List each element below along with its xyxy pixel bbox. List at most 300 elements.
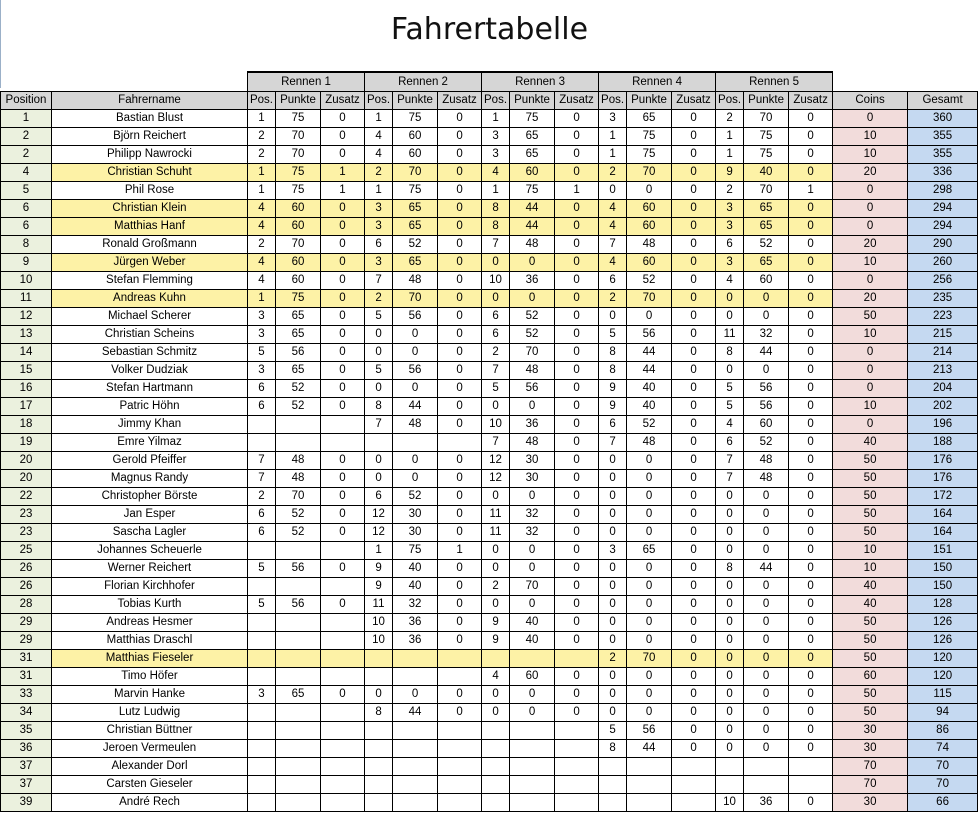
col-header-punkte: Punkte [510,92,555,110]
cell-race5-pos: 4 [716,416,744,434]
cell-race2-pos [365,794,393,812]
col-header-zusatz: Zusatz [321,92,365,110]
cell-race5-zusatz: 0 [789,398,833,416]
table-row [1,218,978,236]
cell-race4-zusatz: 0 [672,722,716,740]
cell-race5-pos: 0 [716,632,744,650]
cell-race1-punkte [276,740,321,758]
cell-race2-pos [365,722,393,740]
cell-race2-pos: 1 [365,182,393,200]
cell-race3-zusatz: 0 [555,470,599,488]
cell-race5-zusatz: 0 [789,434,833,452]
table-row [1,650,978,668]
cell-race1-pos: 2 [248,128,276,146]
cell-race5-zusatz: 0 [789,668,833,686]
cell-race2-punkte [393,794,438,812]
cell-race1-zusatz [321,416,365,434]
cell-race3-punkte: 70 [510,344,555,362]
cell-gesamt: 213 [908,362,978,380]
cell-race1-pos: 3 [248,686,276,704]
cell-driver-name: Matthias Draschl [52,632,248,650]
col-header-punkte: Punkte [393,92,438,110]
cell-race3-zusatz [555,758,599,776]
cell-position: 37 [1,776,52,794]
table-row [1,758,978,776]
cell-race4-zusatz [672,794,716,812]
cell-race1-zusatz: 0 [321,272,365,290]
cell-race2-pos: 10 [365,632,393,650]
table-row [1,110,978,128]
cell-race2-pos: 6 [365,488,393,506]
cell-race3-zusatz [555,650,599,668]
cell-race3-pos: 0 [482,542,510,560]
table-row [1,596,978,614]
cell-position: 29 [1,632,52,650]
cell-position: 14 [1,344,52,362]
col-header-zusatz: Zusatz [789,92,833,110]
cell-coins: 60 [833,668,908,686]
cell-race3-pos: 6 [482,326,510,344]
cell-race1-pos: 3 [248,326,276,344]
cell-race2-punkte: 0 [393,452,438,470]
cell-race3-zusatz: 0 [555,290,599,308]
cell-race4-pos: 6 [599,416,627,434]
cell-race5-punkte: 0 [744,506,789,524]
cell-race2-punkte: 0 [393,326,438,344]
cell-race2-pos: 7 [365,272,393,290]
cell-gesamt: 70 [908,776,978,794]
cell-race1-zusatz: 0 [321,344,365,362]
cell-race4-zusatz: 0 [672,326,716,344]
table-row [1,740,978,758]
cell-race1-punkte: 56 [276,596,321,614]
cell-race4-zusatz: 0 [672,704,716,722]
cell-race5-pos: 2 [716,182,744,200]
cell-race4-zusatz: 0 [672,164,716,182]
cell-race5-pos: 0 [716,704,744,722]
cell-race1-punkte [276,578,321,596]
cell-race4-zusatz: 0 [672,488,716,506]
driver-table [0,71,978,812]
cell-race4-punkte [627,776,672,794]
cell-race4-zusatz: 0 [672,416,716,434]
cell-race5-zusatz: 0 [789,200,833,218]
cell-race5-punkte: 0 [744,524,789,542]
cell-race4-pos: 8 [599,344,627,362]
cell-race2-zusatz: 0 [438,218,482,236]
cell-race5-pos: 0 [716,686,744,704]
cell-race1-zusatz: 0 [321,686,365,704]
cell-position: 26 [1,578,52,596]
cell-race4-punkte: 0 [627,506,672,524]
cell-race4-pos: 5 [599,722,627,740]
cell-race2-zusatz: 0 [438,182,482,200]
cell-race5-pos: 0 [716,650,744,668]
cell-race5-pos: 3 [716,254,744,272]
table-row [1,668,978,686]
cell-race3-pos: 6 [482,308,510,326]
cell-race5-pos: 4 [716,272,744,290]
cell-driver-name: Gerold Pfeiffer [52,452,248,470]
cell-race5-zusatz: 0 [789,362,833,380]
cell-driver-name: Björn Reichert [52,128,248,146]
cell-race2-punkte: 0 [393,344,438,362]
table-row [1,434,978,452]
cell-race4-pos: 8 [599,740,627,758]
cell-race1-pos: 2 [248,236,276,254]
cell-race4-pos: 4 [599,218,627,236]
cell-race5-pos: 0 [716,542,744,560]
cell-race2-pos: 0 [365,380,393,398]
cell-coins: 0 [833,182,908,200]
cell-coins: 40 [833,596,908,614]
table-row [1,416,978,434]
cell-race1-pos [248,758,276,776]
cell-race1-pos [248,434,276,452]
cell-gesamt: 66 [908,794,978,812]
cell-race2-zusatz [438,668,482,686]
cell-race1-punkte: 56 [276,560,321,578]
cell-race3-zusatz: 0 [555,434,599,452]
cell-race4-zusatz: 0 [672,146,716,164]
cell-race4-punkte: 0 [627,470,672,488]
cell-race2-pos: 8 [365,704,393,722]
cell-race1-pos [248,668,276,686]
cell-race1-pos [248,776,276,794]
cell-race3-pos: 7 [482,236,510,254]
cell-race4-pos: 9 [599,398,627,416]
cell-race2-pos: 10 [365,614,393,632]
cell-driver-name: Jimmy Khan [52,416,248,434]
cell-race2-punkte: 36 [393,632,438,650]
cell-race1-punkte [276,794,321,812]
cell-race2-zusatz [438,758,482,776]
cell-race4-zusatz: 0 [672,110,716,128]
cell-race2-zusatz: 0 [438,146,482,164]
cell-race2-zusatz: 0 [438,128,482,146]
cell-race1-pos [248,542,276,560]
cell-race3-zusatz [555,776,599,794]
cell-driver-name: Ronald Großmann [52,236,248,254]
cell-position: 29 [1,614,52,632]
cell-race4-punkte: 0 [627,632,672,650]
cell-race4-punkte: 48 [627,434,672,452]
cell-race4-pos: 0 [599,704,627,722]
table-row [1,272,978,290]
cell-race1-pos: 1 [248,110,276,128]
cell-gesamt: 164 [908,524,978,542]
cell-race4-zusatz: 0 [672,578,716,596]
cell-coins: 0 [833,362,908,380]
cell-race2-zusatz: 0 [438,560,482,578]
cell-race1-punkte: 52 [276,380,321,398]
cell-race3-pos: 9 [482,614,510,632]
cell-race4-pos: 5 [599,326,627,344]
cell-race2-zusatz: 0 [438,686,482,704]
cell-race2-zusatz: 1 [438,542,482,560]
cell-race4-pos: 0 [599,506,627,524]
cell-coins: 50 [833,488,908,506]
cell-race2-pos: 1 [365,542,393,560]
cell-race2-pos: 12 [365,524,393,542]
cell-race4-punkte: 65 [627,110,672,128]
cell-gesamt: 128 [908,596,978,614]
cell-race2-punkte: 75 [393,542,438,560]
cell-race3-pos: 0 [482,560,510,578]
cell-race1-zusatz [321,776,365,794]
cell-race4-punkte: 0 [627,524,672,542]
cell-race4-punkte: 0 [627,686,672,704]
col-header-punkte: Punkte [744,92,789,110]
cell-position: 4 [1,164,52,182]
cell-race3-punkte: 0 [510,560,555,578]
cell-race2-punkte: 65 [393,254,438,272]
cell-race2-zusatz: 0 [438,416,482,434]
cell-race2-punkte: 56 [393,362,438,380]
cell-gesamt: 126 [908,632,978,650]
cell-driver-name: Patric Höhn [52,398,248,416]
cell-race1-zusatz [321,434,365,452]
cell-position: 36 [1,740,52,758]
cell-race5-zusatz: 0 [789,578,833,596]
table-row [1,128,978,146]
cell-race4-pos: 0 [599,686,627,704]
cell-race2-punkte: 0 [393,380,438,398]
cell-race3-punkte [510,740,555,758]
cell-position: 2 [1,146,52,164]
cell-race4-zusatz [672,758,716,776]
cell-race1-zusatz [321,632,365,650]
cell-race4-pos: 8 [599,362,627,380]
cell-race1-pos: 5 [248,560,276,578]
table-row [1,308,978,326]
cell-race3-pos: 1 [482,110,510,128]
cell-race3-punkte: 75 [510,110,555,128]
cell-race1-zusatz [321,614,365,632]
cell-race3-punkte: 40 [510,632,555,650]
cell-race3-punkte: 52 [510,308,555,326]
cell-race3-pos: 0 [482,398,510,416]
cell-race3-pos [482,776,510,794]
cell-gesamt: 260 [908,254,978,272]
cell-race5-pos: 8 [716,560,744,578]
cell-race4-punkte: 70 [627,290,672,308]
cell-position: 31 [1,668,52,686]
cell-driver-name: Marvin Hanke [52,686,248,704]
table-row [1,380,978,398]
cell-race3-zusatz: 0 [555,398,599,416]
cell-race5-punkte: 56 [744,398,789,416]
cell-race1-zusatz [321,740,365,758]
cell-race1-punkte [276,668,321,686]
cell-race3-punkte [510,758,555,776]
cell-race1-zusatz: 1 [321,182,365,200]
col-header-punkte: Punkte [276,92,321,110]
table-row [1,614,978,632]
table-row [1,506,978,524]
cell-race5-pos: 3 [716,200,744,218]
cell-race5-pos: 2 [716,110,744,128]
cell-race5-zusatz: 0 [789,686,833,704]
cell-coins: 10 [833,254,908,272]
cell-race5-zusatz: 0 [789,452,833,470]
cell-race1-punkte: 70 [276,128,321,146]
cell-race4-pos: 0 [599,560,627,578]
cell-race2-pos: 7 [365,416,393,434]
cell-coins: 70 [833,776,908,794]
cell-position: 34 [1,704,52,722]
cell-position: 28 [1,596,52,614]
cell-race2-pos: 9 [365,578,393,596]
race-header: Rennen 3 [482,72,599,92]
cell-race5-zusatz: 0 [789,488,833,506]
cell-race4-punkte: 65 [627,542,672,560]
cell-race5-pos: 0 [716,668,744,686]
cell-race1-zusatz [321,578,365,596]
cell-race2-pos [365,434,393,452]
cell-race5-punkte: 0 [744,614,789,632]
cell-race2-punkte: 65 [393,200,438,218]
cell-race3-zusatz: 0 [555,668,599,686]
cell-race4-punkte: 52 [627,416,672,434]
cell-race2-pos: 0 [365,470,393,488]
cell-race1-pos: 6 [248,524,276,542]
cell-race3-zusatz: 0 [555,596,599,614]
cell-driver-name: Johannes Scheuerle [52,542,248,560]
cell-race2-pos [365,758,393,776]
cell-race2-pos: 0 [365,326,393,344]
cell-race4-zusatz: 0 [672,182,716,200]
cell-race4-pos [599,758,627,776]
cell-race3-pos: 11 [482,524,510,542]
cell-race1-zusatz: 0 [321,524,365,542]
table-body [1,110,978,812]
cell-race5-punkte: 65 [744,254,789,272]
race-header-row [1,72,978,92]
cell-gesamt: 176 [908,452,978,470]
cell-race5-punkte: 0 [744,308,789,326]
cell-position: 11 [1,290,52,308]
cell-race5-pos: 0 [716,488,744,506]
cell-race1-punkte [276,416,321,434]
cell-coins: 50 [833,704,908,722]
cell-race3-zusatz: 0 [555,236,599,254]
cell-race4-punkte: 0 [627,560,672,578]
cell-gesamt: 70 [908,758,978,776]
cell-race4-zusatz: 0 [672,740,716,758]
cell-race5-zusatz: 0 [789,542,833,560]
cell-coins: 50 [833,308,908,326]
cell-race4-zusatz: 0 [672,560,716,578]
table-row [1,362,978,380]
cell-driver-name: Emre Yilmaz [52,434,248,452]
cell-position: 37 [1,758,52,776]
cell-race2-pos: 2 [365,290,393,308]
cell-race2-pos [365,650,393,668]
cell-race4-pos: 0 [599,596,627,614]
cell-race5-zusatz: 0 [789,128,833,146]
cell-race4-punkte: 0 [627,308,672,326]
cell-gesamt: 150 [908,560,978,578]
cell-race3-zusatz: 0 [555,254,599,272]
cell-driver-name: Philipp Nawrocki [52,146,248,164]
cell-position: 31 [1,650,52,668]
cell-gesamt: 120 [908,668,978,686]
cell-position: 25 [1,542,52,560]
cell-driver-name: Werner Reichert [52,560,248,578]
table-row [1,578,978,596]
cell-race5-punkte: 0 [744,290,789,308]
cell-race5-punkte: 36 [744,794,789,812]
table-row [1,524,978,542]
cell-coins: 50 [833,452,908,470]
cell-race1-pos [248,416,276,434]
cell-race5-zusatz: 1 [789,182,833,200]
cell-race4-pos: 9 [599,380,627,398]
cell-race2-punkte: 44 [393,398,438,416]
cell-race2-punkte: 0 [393,686,438,704]
cell-race5-zusatz: 0 [789,650,833,668]
cell-gesamt: 294 [908,218,978,236]
cell-race3-zusatz: 0 [555,146,599,164]
cell-coins: 0 [833,218,908,236]
table-row [1,146,978,164]
cell-race4-punkte: 52 [627,272,672,290]
table-row [1,722,978,740]
cell-driver-name: Jürgen Weber [52,254,248,272]
cell-race2-pos: 3 [365,218,393,236]
cell-race4-zusatz: 0 [672,218,716,236]
cell-race1-punkte: 75 [276,164,321,182]
cell-race4-pos: 0 [599,488,627,506]
col-header-zusatz: Zusatz [555,92,599,110]
cell-race3-zusatz: 0 [555,218,599,236]
cell-race3-pos: 1 [482,182,510,200]
cell-race1-punkte: 65 [276,308,321,326]
cell-race2-pos: 4 [365,146,393,164]
cell-position: 18 [1,416,52,434]
cell-race5-punkte: 52 [744,236,789,254]
cell-gesamt: 126 [908,614,978,632]
cell-race1-punkte: 60 [276,200,321,218]
cell-race3-pos: 8 [482,218,510,236]
cell-position: 1 [1,110,52,128]
cell-race1-zusatz: 0 [321,452,365,470]
cell-race3-punkte: 32 [510,524,555,542]
cell-race1-zusatz [321,704,365,722]
cell-gesamt: 360 [908,110,978,128]
cell-coins: 0 [833,110,908,128]
cell-gesamt: 150 [908,578,978,596]
cell-race4-zusatz: 0 [672,524,716,542]
cell-race4-punkte: 56 [627,722,672,740]
cell-race5-pos: 7 [716,452,744,470]
cell-race5-pos: 0 [716,722,744,740]
table-row [1,488,978,506]
cell-race4-zusatz: 0 [672,236,716,254]
table-row [1,164,978,182]
cell-race4-pos: 0 [599,668,627,686]
cell-race3-zusatz: 0 [555,308,599,326]
cell-race5-pos [716,758,744,776]
cell-race4-pos: 4 [599,254,627,272]
cell-coins: 20 [833,290,908,308]
cell-driver-name: Tobias Kurth [52,596,248,614]
cell-race1-zusatz: 0 [321,236,365,254]
cell-race2-zusatz: 0 [438,398,482,416]
cell-coins: 10 [833,326,908,344]
cell-race4-zusatz: 0 [672,344,716,362]
